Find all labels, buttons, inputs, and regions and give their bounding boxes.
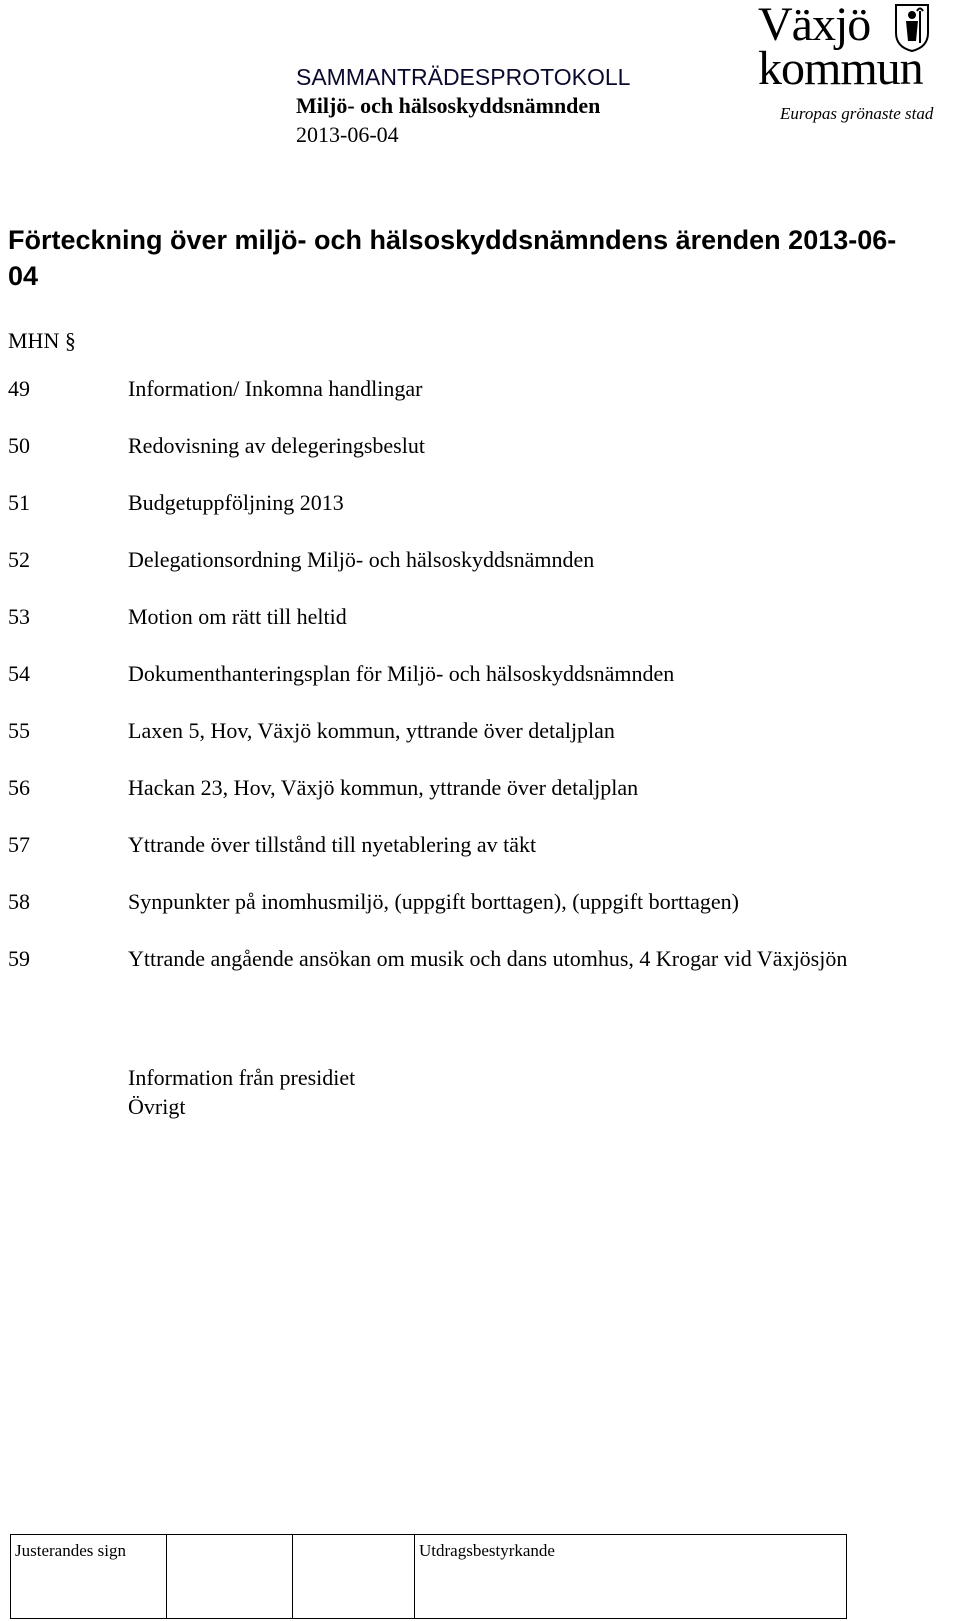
agenda-item-text: Hackan 23, Hov, Växjö kommun, yttrande över detaljplan [128, 775, 639, 800]
agenda-item-number: 57 [8, 832, 30, 857]
agenda-item-number: 49 [8, 376, 30, 401]
agenda-item-text: Budgetuppföljning 2013 [128, 490, 344, 515]
agenda-item-number: 55 [8, 718, 30, 743]
agenda-item-text: Delegationsordning Miljö- och hälsoskyddsnämnden [128, 547, 595, 572]
document-header [296, 63, 630, 149]
section-label: MHN § [8, 328, 76, 353]
signature-cell-1 [167, 1535, 293, 1619]
meeting-date: 2013-06-04 [296, 122, 399, 147]
agenda-item-number: 59 [8, 946, 30, 971]
logo-tagline: Europas grönaste stad [780, 104, 934, 123]
extra-item-ovrigt: Övrigt [128, 1094, 186, 1119]
agenda-item-number: 50 [8, 433, 30, 458]
agenda-item-number: 51 [8, 490, 30, 515]
utdragsbestyrkande-cell [415, 1535, 847, 1619]
agenda-item-text: Redovisning av delegeringsbeslut [128, 433, 425, 458]
agenda-item-text: Information/ Inkomna handlingar [128, 376, 423, 401]
agenda-item-text: Yttrande angående ansökan om musik och dans utomhus, 4 Krogar vid Växjösjön [128, 946, 848, 971]
agenda-item-text: Laxen 5, Hov, Växjö kommun, yttrande över detaljplan [128, 718, 615, 743]
logo-line-2: kommun [758, 42, 923, 95]
agenda-item-number: 56 [8, 775, 30, 800]
agenda-item-number: 58 [8, 889, 30, 914]
document-type: SAMMANTRÄDESPROTOKOLL [296, 64, 631, 90]
extra-item-presidiet: Information från presidiet [128, 1065, 356, 1090]
justerandes-sign-cell [11, 1535, 167, 1619]
agenda-item-text: Synpunkter på inomhusmiljö, (uppgift borttagen), (uppgift borttagen) [128, 889, 740, 914]
justerandes-sign-label: Justerandes sign [15, 1541, 126, 1560]
agenda-item-text: Motion om rätt till heltid [128, 604, 347, 629]
agenda-item-text: Yttrande över tillstånd till nyetablering av täkt [128, 832, 537, 857]
coat-of-arms-icon [894, 3, 930, 53]
utdragsbestyrkande-label: Utdragsbestyrkande [419, 1541, 555, 1560]
agenda-item-number: 53 [8, 604, 30, 629]
signature-table [10, 1534, 847, 1619]
signature-cell-2 [293, 1535, 415, 1619]
extra-items [128, 1063, 355, 1121]
agenda-item-number: 52 [8, 547, 30, 572]
vaxjo-kommun-logo [758, 0, 958, 130]
logo-line-1: Växjö [758, 0, 871, 51]
agenda-item-number: 54 [8, 661, 30, 686]
document-title: Förteckning över miljö- och hälsoskyddsnämndens ärenden 2013-06-04 [8, 225, 897, 291]
committee-name: Miljö- och hälsoskyddsnämnden [296, 93, 601, 118]
agenda-item-text: Dokumenthanteringsplan för Miljö- och hälsoskyddsnämnden [128, 661, 675, 686]
